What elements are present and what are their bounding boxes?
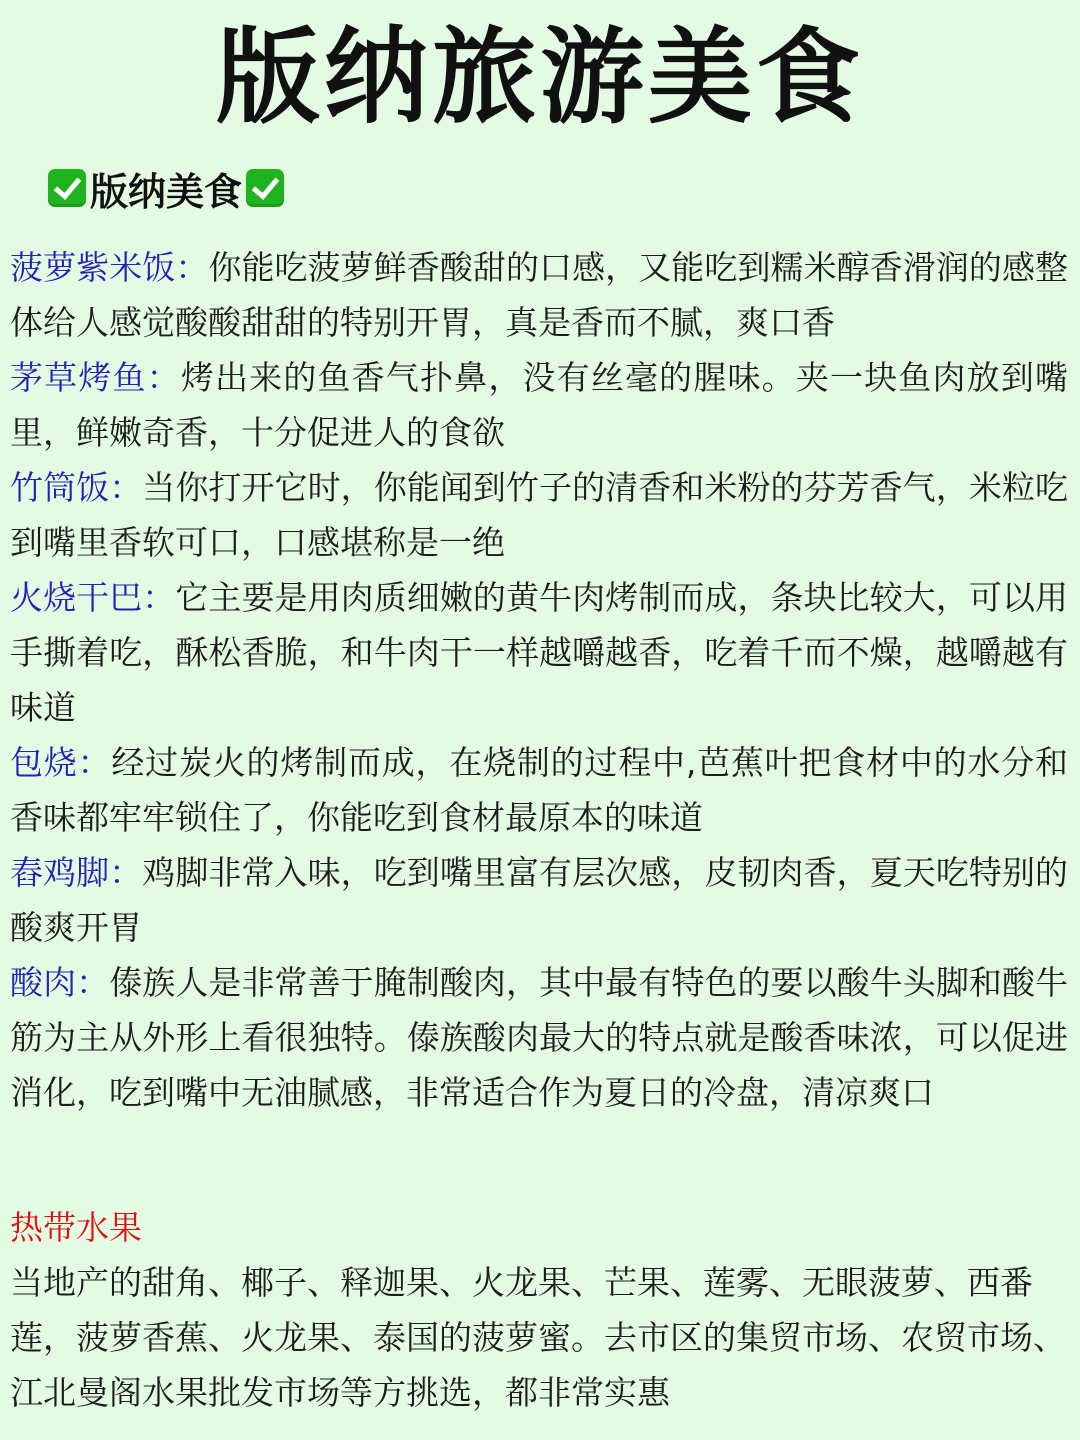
food-item bbox=[10, 460, 1068, 570]
food-colon: ： bbox=[142, 578, 176, 617]
check-mark-icon bbox=[246, 169, 284, 207]
page-title: 版纳旅游美食 bbox=[215, 16, 864, 138]
food-name: 竹筒饭 bbox=[10, 468, 110, 507]
food-colon: ： bbox=[109, 468, 143, 507]
food-item bbox=[10, 735, 1068, 845]
section-heading-label: 版纳美食 bbox=[90, 169, 243, 214]
food-description: 鸡脚非常入味，吃到嘴里富有层次感，皮韧肉香，夏天吃特别的酸爽开胃 bbox=[10, 853, 1069, 947]
food-name: 包烧 bbox=[10, 743, 78, 782]
section-heading bbox=[44, 162, 288, 214]
food-item bbox=[10, 955, 1068, 1120]
food-colon: ： bbox=[76, 963, 110, 1002]
food-item bbox=[10, 845, 1068, 955]
food-name: 茅草烤鱼 bbox=[10, 358, 147, 397]
food-name: 舂鸡脚 bbox=[10, 853, 110, 892]
fruit-heading: 热带水果 bbox=[10, 1208, 142, 1247]
food-colon: ： bbox=[77, 743, 112, 782]
food-item bbox=[10, 240, 1068, 350]
food-name: 酸肉 bbox=[10, 963, 77, 1002]
food-description: 它主要是用肉质细嫩的黄牛肉烤制而成，条块比较大，可以用手撕着吃，酥松香脆，和牛肉干一样越嚼越香，吃着千而不燥，越嚼越有味道 bbox=[10, 578, 1069, 727]
food-colon: ： bbox=[175, 248, 209, 287]
check-mark-icon bbox=[48, 169, 86, 207]
food-description: 傣族人是非常善于腌制酸肉，其中最有特色的要以酸牛头脚和酸牛筋为主从外形上看很独特。傣族酸肉最大的特点就是酸香味浓，可以促进消化，吃到嘴中无油腻感，非常适合作为夏日的冷盘，清凉爽口 bbox=[10, 963, 1069, 1112]
food-item bbox=[10, 350, 1068, 460]
food-name: 菠萝紫米饭 bbox=[10, 248, 176, 287]
food-name: 火烧干巴 bbox=[10, 578, 143, 617]
food-description: 你能吃菠萝鲜香酸甜的口感，又能吃到糯米醇香滑润的感整体给人感觉酸酸甜甜的特别开胃，真是香而不腻，爽口香 bbox=[10, 248, 1069, 342]
food-colon: ： bbox=[109, 853, 143, 892]
food-list bbox=[10, 240, 1068, 1120]
fruit-section bbox=[10, 1200, 1068, 1420]
food-colon: ： bbox=[146, 358, 181, 397]
fruit-description: 当地产的甜角、椰子、释迦果、火龙果、芒果、莲雾、无眼菠萝、西番莲，菠萝香蕉、火龙果、泰国的菠萝蜜。去市区的集贸市场、农贸市场、江北曼阁水果批发市场等方挑选，都非常实惠 bbox=[10, 1263, 1066, 1412]
food-description: 烤出来的鱼香气扑鼻，没有丝毫的腥味。夹一块鱼肉放到嘴里，鲜嫩奇香，十分促进人的食欲 bbox=[10, 358, 1069, 452]
food-description: 当你打开它时，你能闻到竹子的清香和米粉的芬芳香气，米粒吃到嘴里香软可口，口感堪称是一绝 bbox=[10, 468, 1069, 562]
food-item bbox=[10, 570, 1068, 735]
food-description: 经过炭火的烤制而成，在烧制的过程中,芭蕉叶把食材中的水分和香味都牢牢锁住了，你能吃到食材最原本的味道 bbox=[10, 743, 1069, 837]
